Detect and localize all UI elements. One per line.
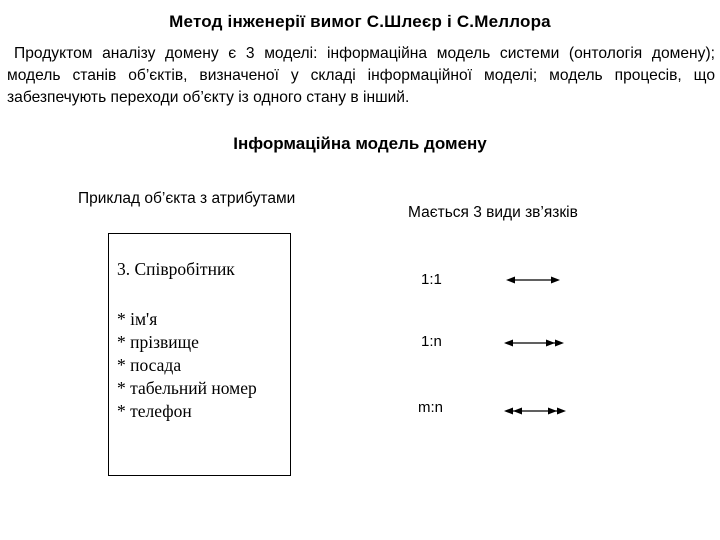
relations-caption: Мається 3 види зв’язків — [408, 204, 578, 221]
single-double-arrow-icon — [504, 337, 564, 349]
attribute-item: * табельний номер — [117, 378, 257, 398]
slide-title: Метод інженерії вимог С.Шлеєр і С.Меллора — [169, 12, 551, 31]
attribute-item: * ім'я — [117, 309, 158, 329]
section-subtitle: Інформаційна модель домену — [233, 134, 487, 153]
single-both-arrow-icon — [506, 274, 560, 286]
attribute-list — [117, 308, 257, 423]
double-both-arrow-icon — [504, 405, 566, 417]
relation-label-many-to-many: m:n — [418, 399, 444, 416]
attribute-item: * телефон — [117, 401, 192, 421]
example-caption: Приклад об’єкта з атрибутами — [78, 190, 296, 207]
relation-label-one-to-one: 1:1 — [421, 271, 442, 288]
attribute-item: * посада — [117, 355, 182, 375]
relation-label-one-to-many: 1:n — [421, 333, 442, 350]
attribute-item: * прізвище — [117, 332, 199, 352]
entity-title: 3. Співробітник — [117, 259, 235, 279]
intro-paragraph: Продуктом аналізу домену є 3 моделі: інформаційна модель системи (онтологія домену); модель станів об’єктів, визначеної у складі інформаційної моделі; модель процесів, що забезпечують переходи об’єкту із одного стану в інший. — [7, 45, 715, 106]
